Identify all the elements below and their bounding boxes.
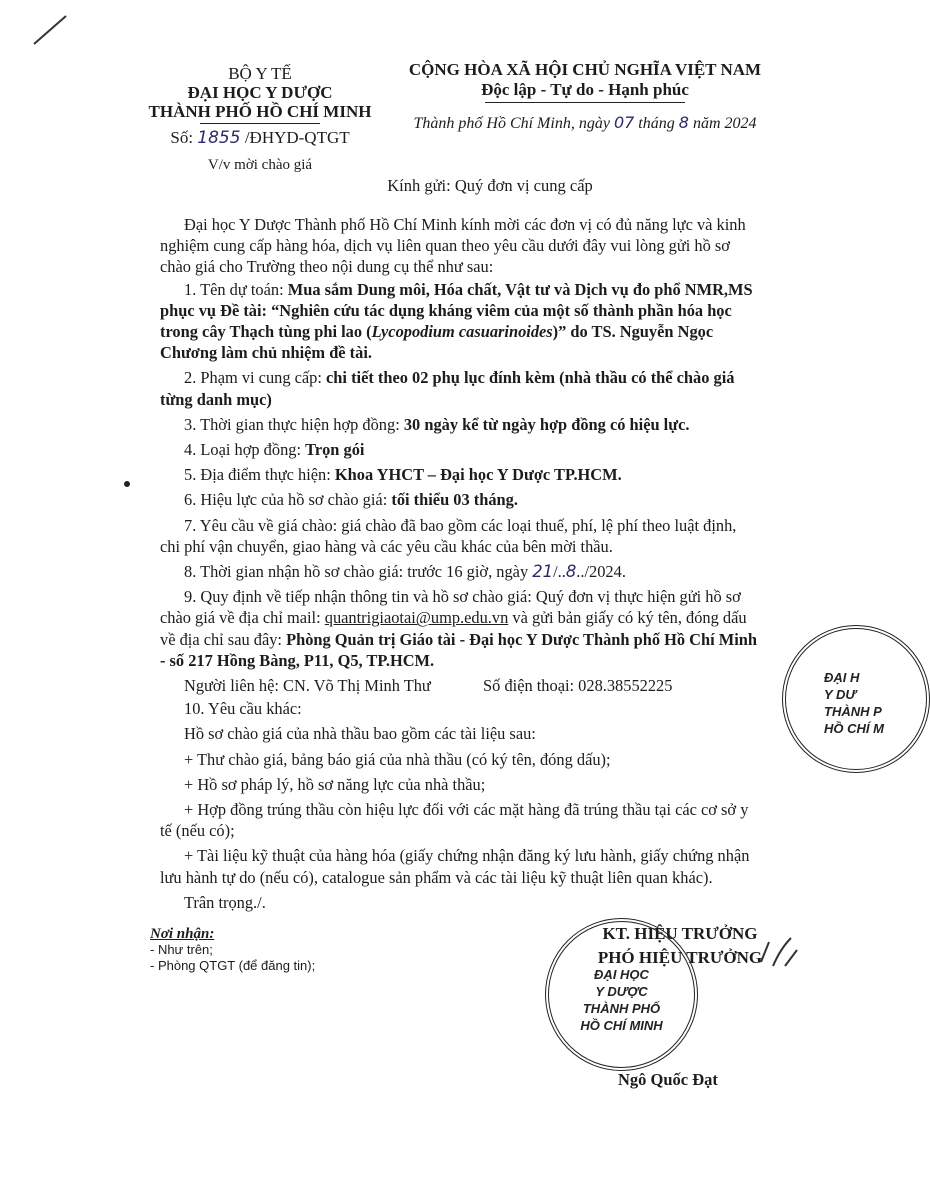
recipients-title: Nơi nhận:: [150, 926, 215, 942]
item-10-intro: Hồ sơ chào giá của nhà thầu bao gồm các tài liệu sau:: [184, 724, 536, 744]
item-10: 10. Yêu cầu khác:: [184, 699, 302, 719]
item-10-d: + Tài liệu kỹ thuật của hàng hóa (giấy chứng nhận đăng ký lưu hành, giấy chứng nhận lưu hành tự do (nếu có), catalogue sản phẩm và các tài liệu kỹ thuật liên quan khác).: [160, 846, 750, 887]
item-3: 3. Thời gian thực hiện hợp đồng: 30 ngày kể từ ngày hợp đồng có hiệu lực.: [184, 414, 690, 434]
nation-title: CỘNG HÒA XÃ HỘI CHỦ NGHĨA VIỆT NAM: [408, 60, 762, 79]
contact-email-link[interactable]: quantrigiaotai@ump.edu.vn: [324, 608, 509, 628]
item-2: 2. Phạm vi cung cấp: chi tiết theo 02 phụ lục đính kèm (nhà thầu có thể chào giá từng danh mục): [160, 368, 735, 409]
item-5: 5. Địa điểm thực hiện: Khoa YHCT – Đại học Y Dược TP.HCM.: [184, 465, 622, 485]
pen-mark: [30, 12, 70, 48]
item-10-a: + Thư chào giá, bảng báo giá của nhà thầu (có ký tên, đóng dấu);: [184, 749, 611, 769]
recipient-2: - Phòng QTGT (để đăng tin);: [150, 958, 316, 973]
closing: Trân trọng./.: [184, 892, 266, 912]
handwritten-number: 1855: [197, 128, 241, 148]
issuer-block: [140, 64, 380, 175]
contact-person: Người liên hệ: CN. Võ Thị Minh Thư: [184, 676, 431, 696]
university-name-2: THÀNH PHỐ HỒ CHÍ MINH: [148, 102, 372, 121]
nation-motto: Độc lập - Tự do - Hạnh phúc: [481, 80, 689, 99]
item-6: 6. Hiệu lực của hồ sơ chào giá: tối thiểu 03 tháng.: [184, 490, 518, 510]
recipient-1: - Như trên;: [150, 942, 213, 957]
signature-line-2: PHÓ HIỆU TRƯỞNG: [597, 948, 763, 967]
ink-dot: [124, 481, 130, 487]
subject-line: V/v mời chào giá: [207, 157, 313, 173]
item-4: 4. Loại hợp đồng: Trọn gói: [184, 440, 365, 460]
signature-scribble: [755, 932, 805, 972]
signer-name: Ngô Quốc Đạt: [618, 1070, 718, 1089]
issue-date: Thành phố Hồ Chí Minh, ngày 07 tháng 8 năm 2024: [413, 113, 757, 132]
official-seal: ĐẠI HỌC Y DƯỢC THÀNH PHỐ HỒ CHÍ MINH: [545, 918, 698, 1071]
item-9: 9. Quy định về tiếp nhận thông tin và hồ sơ chào giá: Quý đơn vị thực hiện gửi hồ sơ chào giá về địa chỉ mail: quantrigiaotai@ump.edu.vn và gửi bản giấy có ký tên, đóng dấu về địa chỉ sau đây: Phòng Quản trị Giáo tài - Đại học Y Dược Thành phố Hồ Chí Minh - số 217 Hồng Bàng, P11, Q5, TP.HCM.: [160, 587, 758, 670]
intro-paragraph: Đại học Y Dược Thành phố Hồ Chí Minh kính mời các đơn vị có đủ năng lực và kinh nghiệm cung cấp hàng hóa, dịch vụ liên quan theo yêu cầu dưới đây vui lòng gửi hồ sơ chào giá cho Trường theo nội dung cụ thể như sau:: [160, 215, 746, 277]
ministry-name: BỘ Y TẾ: [228, 64, 292, 83]
letter-body: [160, 214, 760, 913]
university-name-1: ĐẠI HỌC Y DƯỢC: [187, 83, 333, 102]
item-1: 1. Tên dự toán: Mua sắm Dung môi, Hóa chất, Vật tư và Dịch vụ đo phổ NMR,MS phục vụ Đề tài: “Nghiên cứu tác dụng kháng viêm của một số thành phần hóa học trong cây Thạch tùng phi lao (Lycopodium casuarinoides)” do TS. Nguyễn Ngọc Chương làm chủ nhiệm đề tài.: [160, 279, 753, 363]
item-7: 7. Yêu cầu về giá chào: giá chào đã bao gồm các loại thuế, phí, lệ phí theo luật định, chi phí vận chuyển, giao hàng và các yêu cầu khác của bên mời thầu.: [160, 515, 737, 556]
document-number: Số: 1855 /ĐHYD-QTGT: [170, 128, 350, 148]
item-10-c: + Hợp đồng trúng thầu còn hiệu lực đối với các mặt hàng đã trúng thầu tại các cơ sở y tế (nếu có);: [160, 800, 749, 841]
contact-phone: Số điện thoại: 028.38552225: [483, 676, 673, 696]
greeting: Kính gửi: Quý đơn vị cung cấp: [387, 176, 593, 195]
national-header: [395, 60, 775, 134]
item-10-b: + Hồ sơ pháp lý, hồ sơ năng lực của nhà thầu;: [184, 774, 486, 794]
edge-seal: ĐẠI H Y DƯ THÀNH P HỒ CHÍ M: [782, 625, 930, 773]
item-8: 8. Thời gian nhận hồ sơ chào giá: trước 16 giờ, ngày 21/..8../2024.: [184, 562, 626, 582]
contact-row: [184, 675, 760, 696]
signature-line-1: KT. HIỆU TRƯỞNG: [602, 924, 758, 943]
recipients-block: [150, 926, 410, 974]
